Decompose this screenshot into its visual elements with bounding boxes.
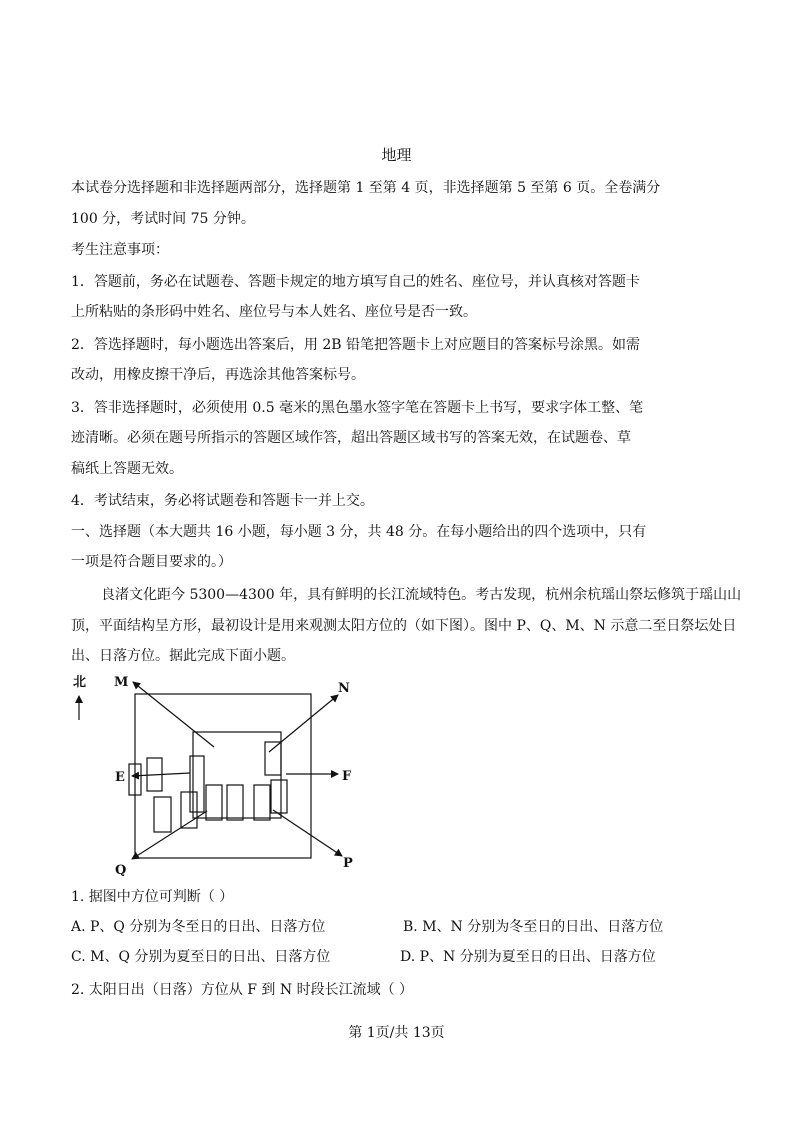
arrow-to-N (269, 695, 338, 752)
label-Q: Q (115, 863, 127, 878)
page-footer: 第 1页/共 13页 (348, 1025, 445, 1041)
notice-line-7: 稿纸上答题无效。 (71, 461, 183, 477)
intro-line-1: 本试卷分选择题和非选择题两部分，选择题第 1 至第 4 页，非选择题第 5 至第 6 页。全卷满分 (71, 180, 661, 196)
passage-line-1: 良渚文化距今 5300—4300 年，具有鲜明的长江流域特色。考古发现，杭州余杭瑶山祭坛修筑于瑶山山 (101, 587, 742, 603)
stone-block (254, 785, 270, 820)
notice-line-1: 1．答题前，务必在试题卷、答题卡规定的地方填写自己的姓名、座位号，并认真核对答题卡 (71, 274, 640, 290)
outer-square (135, 694, 311, 858)
label-M: M (114, 675, 129, 690)
passage-line-2: 顶，平面结构呈方形，最初设计是用来观测太阳方位的（如下图）。图中 P、Q、M、N 示意二至日祭坛处日 (71, 618, 737, 634)
section-heading-line-2: 一项是符合题目要求的。） (71, 554, 232, 570)
question-1-option-b: B. M、N 分别为冬至日的日出、日落方位 (403, 919, 664, 935)
arrow-to-P (273, 810, 342, 856)
north-label: 北 (73, 675, 87, 690)
altar-diagram-svg (62, 668, 362, 878)
passage-line-3: 出、日落方位。据此完成下面小题。 (71, 648, 295, 664)
question-1-option-c: C. M、Q 分别为夏至日的日出、日落方位 (71, 949, 331, 965)
stone-block (265, 742, 281, 775)
question-2-stem: 2. 太阳日出（日落）方位从 F 到 N 时段长江流域（ ） (71, 982, 414, 998)
question-1-stem: 1. 据图中方位可判断（ ） (71, 889, 234, 905)
stone-block (154, 797, 171, 832)
question-1-option-d: D. P、N 分别为夏至日的日出、日落方位 (400, 949, 656, 965)
label-N: N (338, 681, 350, 696)
notice-heading: 考生注意事项： (71, 242, 169, 258)
stone-block (271, 780, 287, 813)
label-E: E (115, 770, 125, 785)
label-P: P (343, 856, 353, 871)
altar-diagram (62, 668, 362, 878)
question-1-option-a: A. P、Q 分别为冬至日的日出、日落方位 (71, 919, 326, 935)
stone-block (206, 785, 222, 820)
arrow-to-Q (132, 811, 207, 859)
stone-block (227, 785, 243, 820)
section-heading-line-1: 一、选择题（本大题共 16 小题，每小题 3 分，共 48 分。在每小题给出的四个选项中，只有 (71, 524, 647, 540)
notice-line-4: 改动，用橡皮擦干净后，再选涂其他答案标号。 (71, 367, 365, 383)
label-F: F (342, 769, 352, 784)
notice-line-6: 迹清晰。必须在题号所指示的答题区域作答，超出答题区域书写的答案无效，在试题卷、草 (71, 430, 631, 446)
notice-line-2: 上所粘贴的条形码中姓名、座位号与本人姓名、座位号是否一致。 (71, 304, 477, 320)
notice-line-8: 4．考试结束，务必将试题卷和答题卡一并上交。 (71, 493, 374, 509)
intro-line-2: 100 分，考试时间 75 分钟。 (71, 211, 255, 227)
arrow-to-M (133, 682, 214, 747)
page-title: 地理 (381, 146, 412, 164)
notice-line-3: 2．答选择题时，每小题选出答案后，用 2B 铅笔把答题卡上对应题目的答案标号涂黑。如需 (71, 337, 641, 353)
notice-line-5: 3．答非选择题时，必须使用 0.5 毫米的黑色墨水签字笔在答题卡上书写，要求字体工整、笔 (71, 400, 644, 416)
